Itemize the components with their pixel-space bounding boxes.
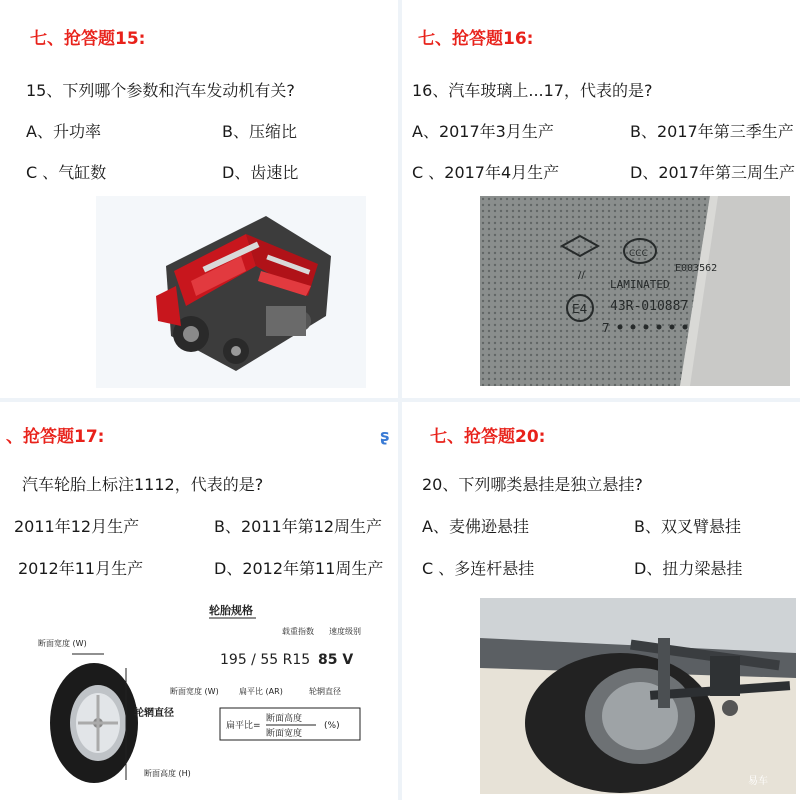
option-d[interactable]: D、2017年第三周生产 [630, 163, 796, 182]
question-15-title: 七、抢答题15: [30, 29, 146, 49]
speed-rating-label: 速度级别 [329, 627, 361, 636]
glass-slash: // [578, 270, 585, 281]
question-16-panel [402, 0, 800, 398]
rim-diameter-label: 轮辋直径 [309, 687, 341, 696]
option-c[interactable]: C 、多连杆悬挂 [422, 559, 535, 578]
glass-code: E003562 [675, 263, 718, 274]
tire-speed: 85 V [318, 652, 354, 668]
glass-date-digit: 7 [602, 321, 610, 335]
question-15-text: 15、下列哪个参数和汽车发动机有关? [26, 81, 295, 100]
section-width-top-label: 断面宽度 (W) [38, 639, 87, 648]
option-b[interactable]: B、双叉臂悬挂 [634, 517, 741, 536]
formula-denominator: 断面宽度 [266, 729, 303, 739]
question-20-title: 七、抢答题20: [430, 427, 546, 447]
glass-approval: 43R-010887 [610, 299, 689, 314]
tire-spec: 195 / 55 R15 [220, 652, 311, 668]
option-b[interactable]: B、2011年第12周生产 [214, 517, 383, 536]
question-17-text: 汽车轮胎上标注1112，代表的是? [22, 475, 264, 494]
option-b[interactable]: B、压缩比 [222, 122, 297, 141]
option-c[interactable]: C 、气缸数 [26, 163, 107, 182]
question-17-title: 、抢答题17: [6, 427, 105, 447]
formula-numerator: 断面高度 [266, 714, 303, 724]
aspect-ratio-label: 扁平比 (AR) [239, 687, 283, 696]
option-b[interactable]: B、2017年第三季生产 [630, 122, 794, 141]
option-a[interactable]: A、升功率 [26, 122, 101, 141]
load-index-label: 载重指数 [282, 627, 314, 636]
formula-left: 扁平比= [226, 721, 261, 731]
option-d[interactable]: D、扭力梁悬挂 [634, 559, 743, 578]
question-16-title: 七、抢答题16: [418, 29, 534, 49]
logo-fragment: ʂ [380, 426, 390, 445]
option-a[interactable]: 2011年12月生产 [14, 517, 140, 536]
tire-diagram [34, 598, 384, 796]
question-15-panel [0, 0, 398, 398]
watermark: 易车 [748, 776, 768, 787]
question-20-panel [402, 402, 800, 800]
engine-photo [96, 196, 366, 388]
option-d[interactable]: D、2012年第11周生产 [214, 559, 384, 578]
rim-diameter-side-label: 轮辋直径 [134, 708, 174, 719]
option-a[interactable]: A、2017年3月生产 [412, 122, 554, 141]
section-width-label: 断面宽度 (W) [170, 687, 219, 696]
section-height-label: 断面高度 (H) [144, 769, 191, 778]
ccc-mark: CCC [629, 249, 648, 259]
question-20-text: 20、下列哪类悬挂是独立悬挂? [422, 475, 643, 494]
glass-laminated: LAMINATED [610, 278, 670, 291]
glass-e-mark: E4 [572, 302, 588, 316]
option-c[interactable]: C 、2017年4月生产 [412, 163, 560, 182]
question-17-panel [0, 402, 398, 800]
suspension-photo [480, 598, 796, 794]
option-c[interactable]: 2012年11月生产 [18, 559, 144, 578]
diagram-heading: 轮胎规格 [209, 604, 253, 617]
option-a[interactable]: A、麦佛逊悬挂 [422, 517, 529, 536]
question-16-text: 16、汽车玻璃上...17，代表的是? [412, 81, 653, 100]
option-d[interactable]: D、齿速比 [222, 163, 299, 182]
formula-unit: (%) [324, 721, 340, 731]
glass-photo [480, 196, 790, 386]
